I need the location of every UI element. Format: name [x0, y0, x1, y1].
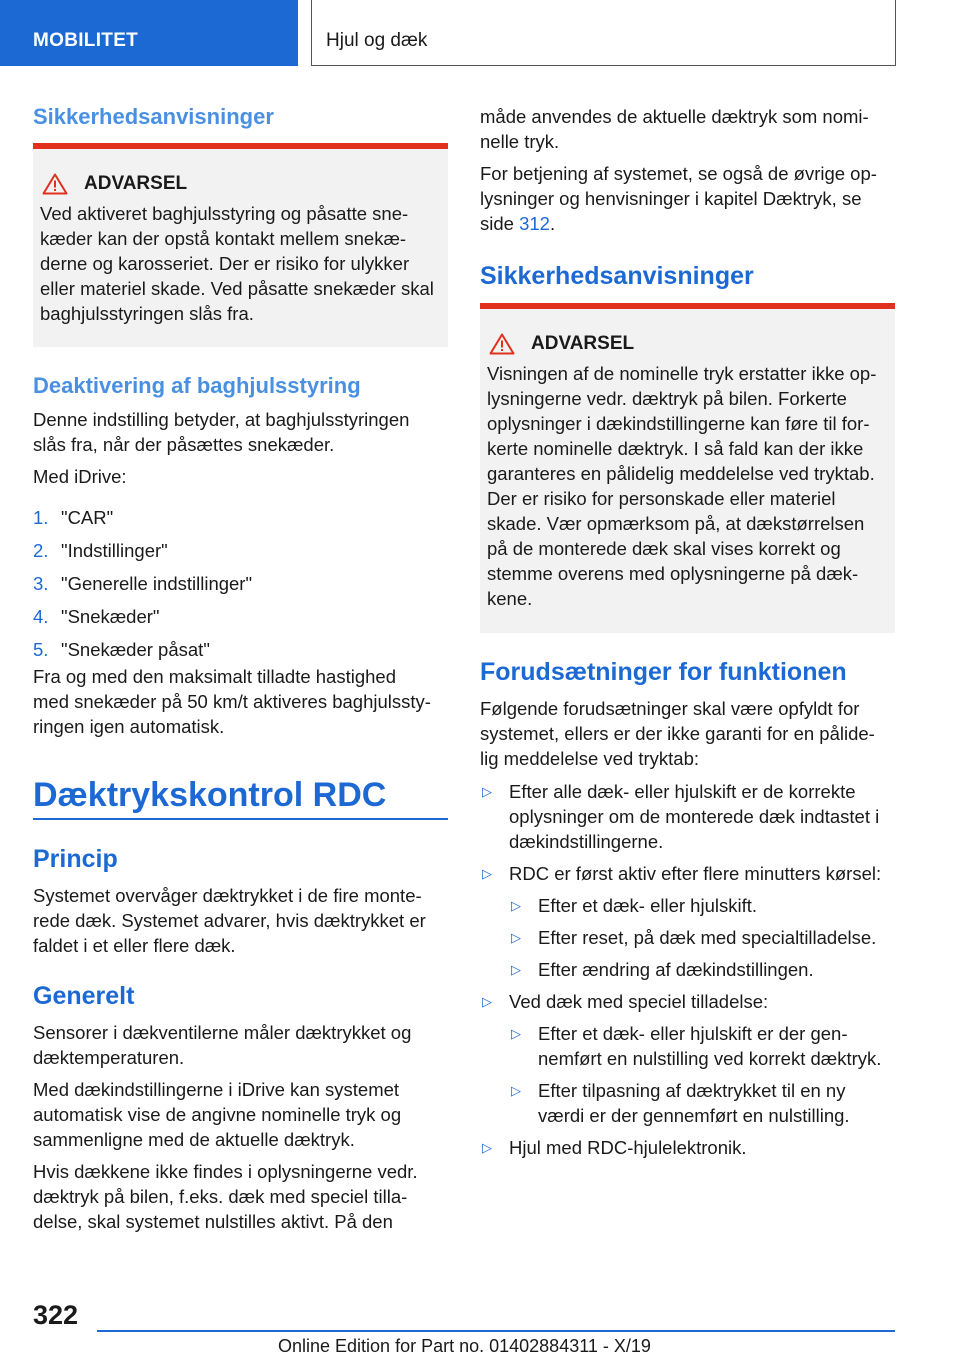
warning-label: ADVARSEL	[531, 333, 635, 354]
paragraph-reset: Hvis dækkene ikke findes i oplysningerne vedr. dæktryk på bilen, f.eks. dæk med speciel tilla- delse, skal systemet nulstilles aktivt. På den	[33, 1161, 418, 1232]
page-header	[0, 0, 960, 66]
list-item: ▷ Efter et dæk- eller hjulskift.	[511, 895, 757, 916]
chapter-title: Hjul og dæk	[311, 0, 896, 66]
bullet-triangle-icon: ▷	[511, 930, 521, 945]
warning-box	[33, 143, 448, 347]
list-item: 4. "Snekæder"	[33, 606, 160, 627]
page-number: 322	[33, 1300, 79, 1330]
page-reference-link[interactable]: 312	[519, 213, 550, 234]
paragraph-sensors: Sensorer i dækventilerne måler dæktrykket og dæktemperaturen.	[33, 1022, 412, 1068]
warning-label: ADVARSEL	[84, 173, 188, 194]
paragraph-princip: Systemet overvåger dæktrykket i de fire monte- rede dæk. Systemet advarer, hvis dæktrykket er faldet i et eller flere dæk.	[33, 885, 426, 956]
warning-triangle-icon	[489, 333, 515, 355]
section-tab: MOBILITET	[0, 0, 298, 66]
bullet-triangle-icon: ▷	[482, 866, 492, 881]
heading-rule	[33, 818, 448, 820]
list-item: 5. "Snekæder påsat"	[33, 639, 210, 660]
paragraph-speed: Fra og med den maksimalt tilladte hastighed med snekæder på 50 km/t aktiveres baghjulssty- ringen igen automatisk.	[33, 666, 431, 737]
bullet-triangle-icon: ▷	[511, 1026, 521, 1041]
list-item: ▷ Efter reset, på dæk med specialtilladelse.	[511, 927, 877, 948]
warning-text: Visningen af de nominelle tryk erstatter ikke op- lysningerne vedr. dæktryk på bilen. Forkerte oplysninger i dækindstillingerne kan føre til for- kerte nominelle dæktryk. I så fald kan der ikke garanteres en pålidelig meddelelse ved tryktab. Der er risiko for personskade eller materiel skade. Vær opmærksom på, at dækstørrelsen på de monterede dæk skal vises korrekt og stemme overens med oplysningerne på dæk- kene.	[487, 363, 877, 609]
heading-safety: Sikkerhedsanvisninger	[33, 104, 274, 129]
list-item: ▷ Efter et dæk- eller hjulskift er der gen- nemført en nulstilling ved korrekt dæktryk.	[511, 1023, 882, 1069]
list-item: ▷ Efter ændring af dækindstillingen.	[511, 959, 814, 980]
list-item: ▷ Ved dæk med speciel tilladelse:	[482, 991, 769, 1012]
bullet-triangle-icon: ▷	[482, 994, 492, 1009]
warning-triangle-icon	[42, 173, 68, 195]
heading-generelt: Generelt	[33, 982, 135, 1010]
heading-requirements: Forudsætninger for funktionen	[480, 658, 847, 686]
paragraph-idrive-settings: Med dækindstillingerne i iDrive kan systemet automatisk vise de angivne nominelle tryk og sammenligne med de aktuelle dæktryk.	[33, 1079, 402, 1150]
list-item: ▷ RDC er først aktiv efter flere minutters kørsel:	[482, 863, 882, 884]
heading-safety-right: Sikkerhedsanvisninger	[480, 262, 754, 290]
edition-text: Online Edition for Part no. 01402884311 - X/19	[278, 1336, 651, 1356]
steps-list	[33, 505, 448, 670]
bullet-triangle-icon: ▷	[482, 1140, 492, 1155]
bullet-triangle-icon: ▷	[511, 962, 521, 977]
bullet-triangle-icon: ▷	[511, 898, 521, 913]
list-item: 3. "Generelle indstillinger"	[33, 573, 253, 594]
warning-box	[480, 303, 895, 633]
paragraph-continued: måde anvendes de aktuelle dæktryk som nomi- nelle tryk.	[480, 106, 869, 152]
heading-rdc: Dæktrykskontrol RDC	[33, 776, 387, 814]
paragraph-operation: For betjening af systemet, se også de øvrige op- lysninger og henvisninger i kapitel Dæktryk, se side 312.	[480, 163, 877, 234]
heading-deactivate: Deaktivering af baghjulsstyring	[33, 373, 361, 398]
list-item: ▷ Hjul med RDC-hjulelektronik.	[482, 1137, 747, 1158]
list-item: ▷ Efter alle dæk- eller hjulskift er de korrekte oplysninger om de monterede dæk indtastet i dækindstillingerne.	[482, 781, 880, 852]
list-item: 1. "CAR"	[33, 507, 114, 528]
list-item: 2. "Indstillinger"	[33, 540, 168, 561]
paragraph-idrive: Med iDrive:	[33, 466, 127, 487]
warning-text: Ved aktiveret baghjulsstyring og påsatte sne- kæder kan der opstå kontakt mellem snekæ- derne og karosseriet. Der er risiko for ulykker eller materiel skade. Ved påsatte snekæder skal baghjulsstyringen slås fra.	[40, 203, 434, 324]
list-item: ▷ Efter tilpasning af dæktrykket til en ny værdi er der gennemført en nulstilling.	[511, 1080, 850, 1126]
heading-princip: Princip	[33, 845, 118, 873]
bullet-triangle-icon: ▷	[482, 784, 492, 799]
bullet-triangle-icon: ▷	[511, 1083, 521, 1098]
paragraph-requirements: Følgende forudsætninger skal være opfyldt for systemet, ellers er der ikke garanti for en pålide- lig meddelelse ved tryktab:	[480, 698, 875, 769]
footer-rule	[97, 1330, 895, 1332]
paragraph-deactivate: Denne indstilling betyder, at baghjulsstyringen slås fra, når der påsættes snekæder.	[33, 409, 410, 455]
